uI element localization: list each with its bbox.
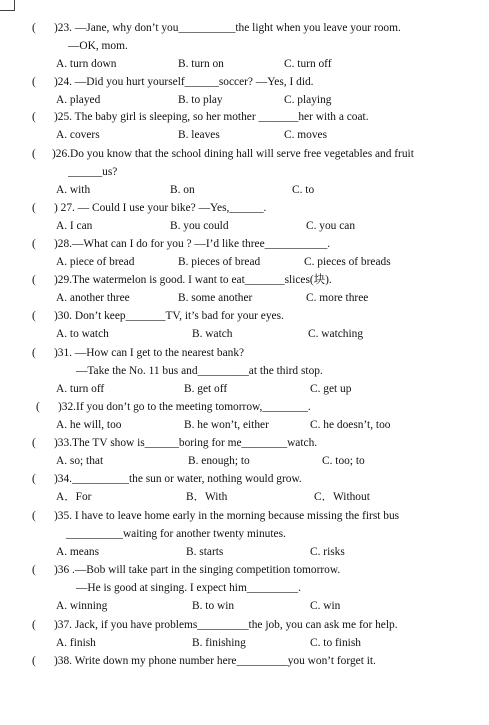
option-c: C. watching — [308, 328, 364, 340]
option-b: B. turn on — [178, 58, 224, 70]
answer-bracket: ( — [32, 238, 36, 250]
option-c: C. moves — [284, 129, 328, 141]
question-stem: )32.If you don’t go to the meeting tomorrow,________. — [58, 401, 311, 413]
question-stem: )26.Do you know that the school dining hall will serve free vegetables and fruit — [52, 148, 414, 160]
answer-bracket: ( — [32, 564, 36, 576]
option-a: A. with — [56, 184, 91, 196]
question-continuation: __________waiting for another twenty minutes. — [66, 528, 286, 540]
question-continuation: —OK, mom. — [68, 40, 128, 52]
option-c: C. to finish — [310, 637, 361, 649]
option-c: C. you can — [306, 220, 356, 232]
option-a: A. another three — [56, 292, 130, 304]
option-c: C. turn off — [284, 58, 332, 70]
question-stem: )25. The baby girl is sleeping, so her mother _______her with a coat. — [54, 111, 369, 123]
option-a: A．For — [56, 491, 92, 503]
option-c: C. he doesn’t, too — [310, 419, 391, 431]
option-a: A. finish — [56, 637, 96, 649]
option-c: C．Without — [314, 491, 370, 503]
option-a: A. he will, too — [56, 419, 122, 431]
answer-bracket: ( — [32, 111, 36, 123]
option-a: A. covers — [56, 129, 100, 141]
question-continuation: ______us? — [68, 166, 118, 178]
option-b: B. get off — [184, 383, 228, 395]
question-stem: )30. Don’t keep_______TV, it’s bad for your eyes. — [54, 310, 284, 322]
option-a: A. winning — [56, 600, 108, 612]
answer-bracket: ( — [32, 22, 36, 34]
question-stem: )31. —How can I get to the nearest bank? — [54, 347, 245, 359]
option-b: B. enough; to — [188, 455, 250, 467]
option-c: C. win — [310, 600, 341, 612]
answer-bracket: ( — [32, 510, 36, 522]
option-b: B. to win — [192, 600, 235, 612]
answer-bracket: ( — [32, 347, 36, 359]
question-stem: )35. I have to leave home early in the morning because missing the first bus — [54, 510, 400, 522]
question-stem: ) 27. — Could I use your bike? —Yes,______. — [54, 202, 267, 214]
option-b: B. leaves — [178, 129, 220, 141]
question-stem: )34.__________the sun or water, nothing would grow. — [54, 473, 302, 485]
option-a: A. turn down — [56, 58, 117, 70]
option-c: C. more three — [306, 292, 369, 304]
option-a: A. turn off — [56, 383, 105, 395]
answer-bracket: ( — [32, 437, 36, 449]
option-c: C. to — [292, 184, 315, 196]
option-c: C. playing — [284, 94, 332, 106]
question-stem: )28.—What can I do for you ? —I’d like three___________. — [54, 238, 331, 250]
question-stem: )33.The TV show is______boring for me________watch. — [54, 437, 318, 449]
option-a: A. played — [56, 94, 101, 106]
option-a: A. piece of bread — [56, 256, 135, 268]
question-continuation: —He is good at singing. I expect him_________. — [76, 582, 301, 594]
answer-bracket: ( — [32, 473, 36, 485]
answer-bracket: ( — [32, 310, 36, 322]
option-c: C. pieces of breads — [304, 256, 391, 268]
answer-bracket: ( — [32, 274, 36, 286]
answer-bracket: ( — [36, 401, 40, 413]
option-b: B. pieces of bread — [178, 256, 261, 268]
answer-bracket: ( — [32, 76, 36, 88]
option-a: A. to watch — [56, 328, 109, 340]
question-stem: )24. —Did you hurt yourself______soccer? —Yes, I did. — [54, 76, 314, 88]
option-b: B. to play — [178, 94, 223, 106]
answer-bracket: ( — [32, 619, 36, 631]
answer-bracket: ( — [32, 655, 36, 667]
question-stem: )29.The watermelon is good. I want to eat_______slices(块). — [54, 274, 332, 286]
question-continuation: —Take the No. 11 bus and_________at the third stop. — [76, 365, 323, 377]
option-b: B. watch — [192, 328, 233, 340]
option-b: B．With — [186, 491, 228, 503]
question-stem: )23. —Jane, why don’t you__________the light when you leave your room. — [54, 22, 401, 34]
question-stem: )36 .—Bob will take part in the singing competition tomorrow. — [54, 564, 341, 576]
option-b: B. he won’t, either — [184, 419, 269, 431]
option-c: C. too; to — [322, 455, 365, 467]
option-c: C. get up — [310, 383, 352, 395]
option-b: B. on — [170, 184, 195, 196]
question-stem: )38. Write down my phone number here_________you won’t forget it. — [54, 655, 376, 667]
option-a: A. I can — [56, 220, 93, 232]
question-stem: )37. Jack, if you have problems_________the job, you can ask me for help. — [54, 619, 398, 631]
option-b: B. you could — [170, 220, 229, 232]
answer-bracket: ( — [32, 148, 36, 160]
option-a: A. means — [56, 546, 100, 558]
option-a: A. so; that — [56, 455, 104, 467]
option-c: C. risks — [310, 546, 345, 558]
option-b: B. starts — [186, 546, 224, 558]
answer-bracket: ( — [32, 202, 36, 214]
option-b: B. finishing — [192, 637, 246, 649]
option-b: B. some another — [178, 292, 253, 304]
